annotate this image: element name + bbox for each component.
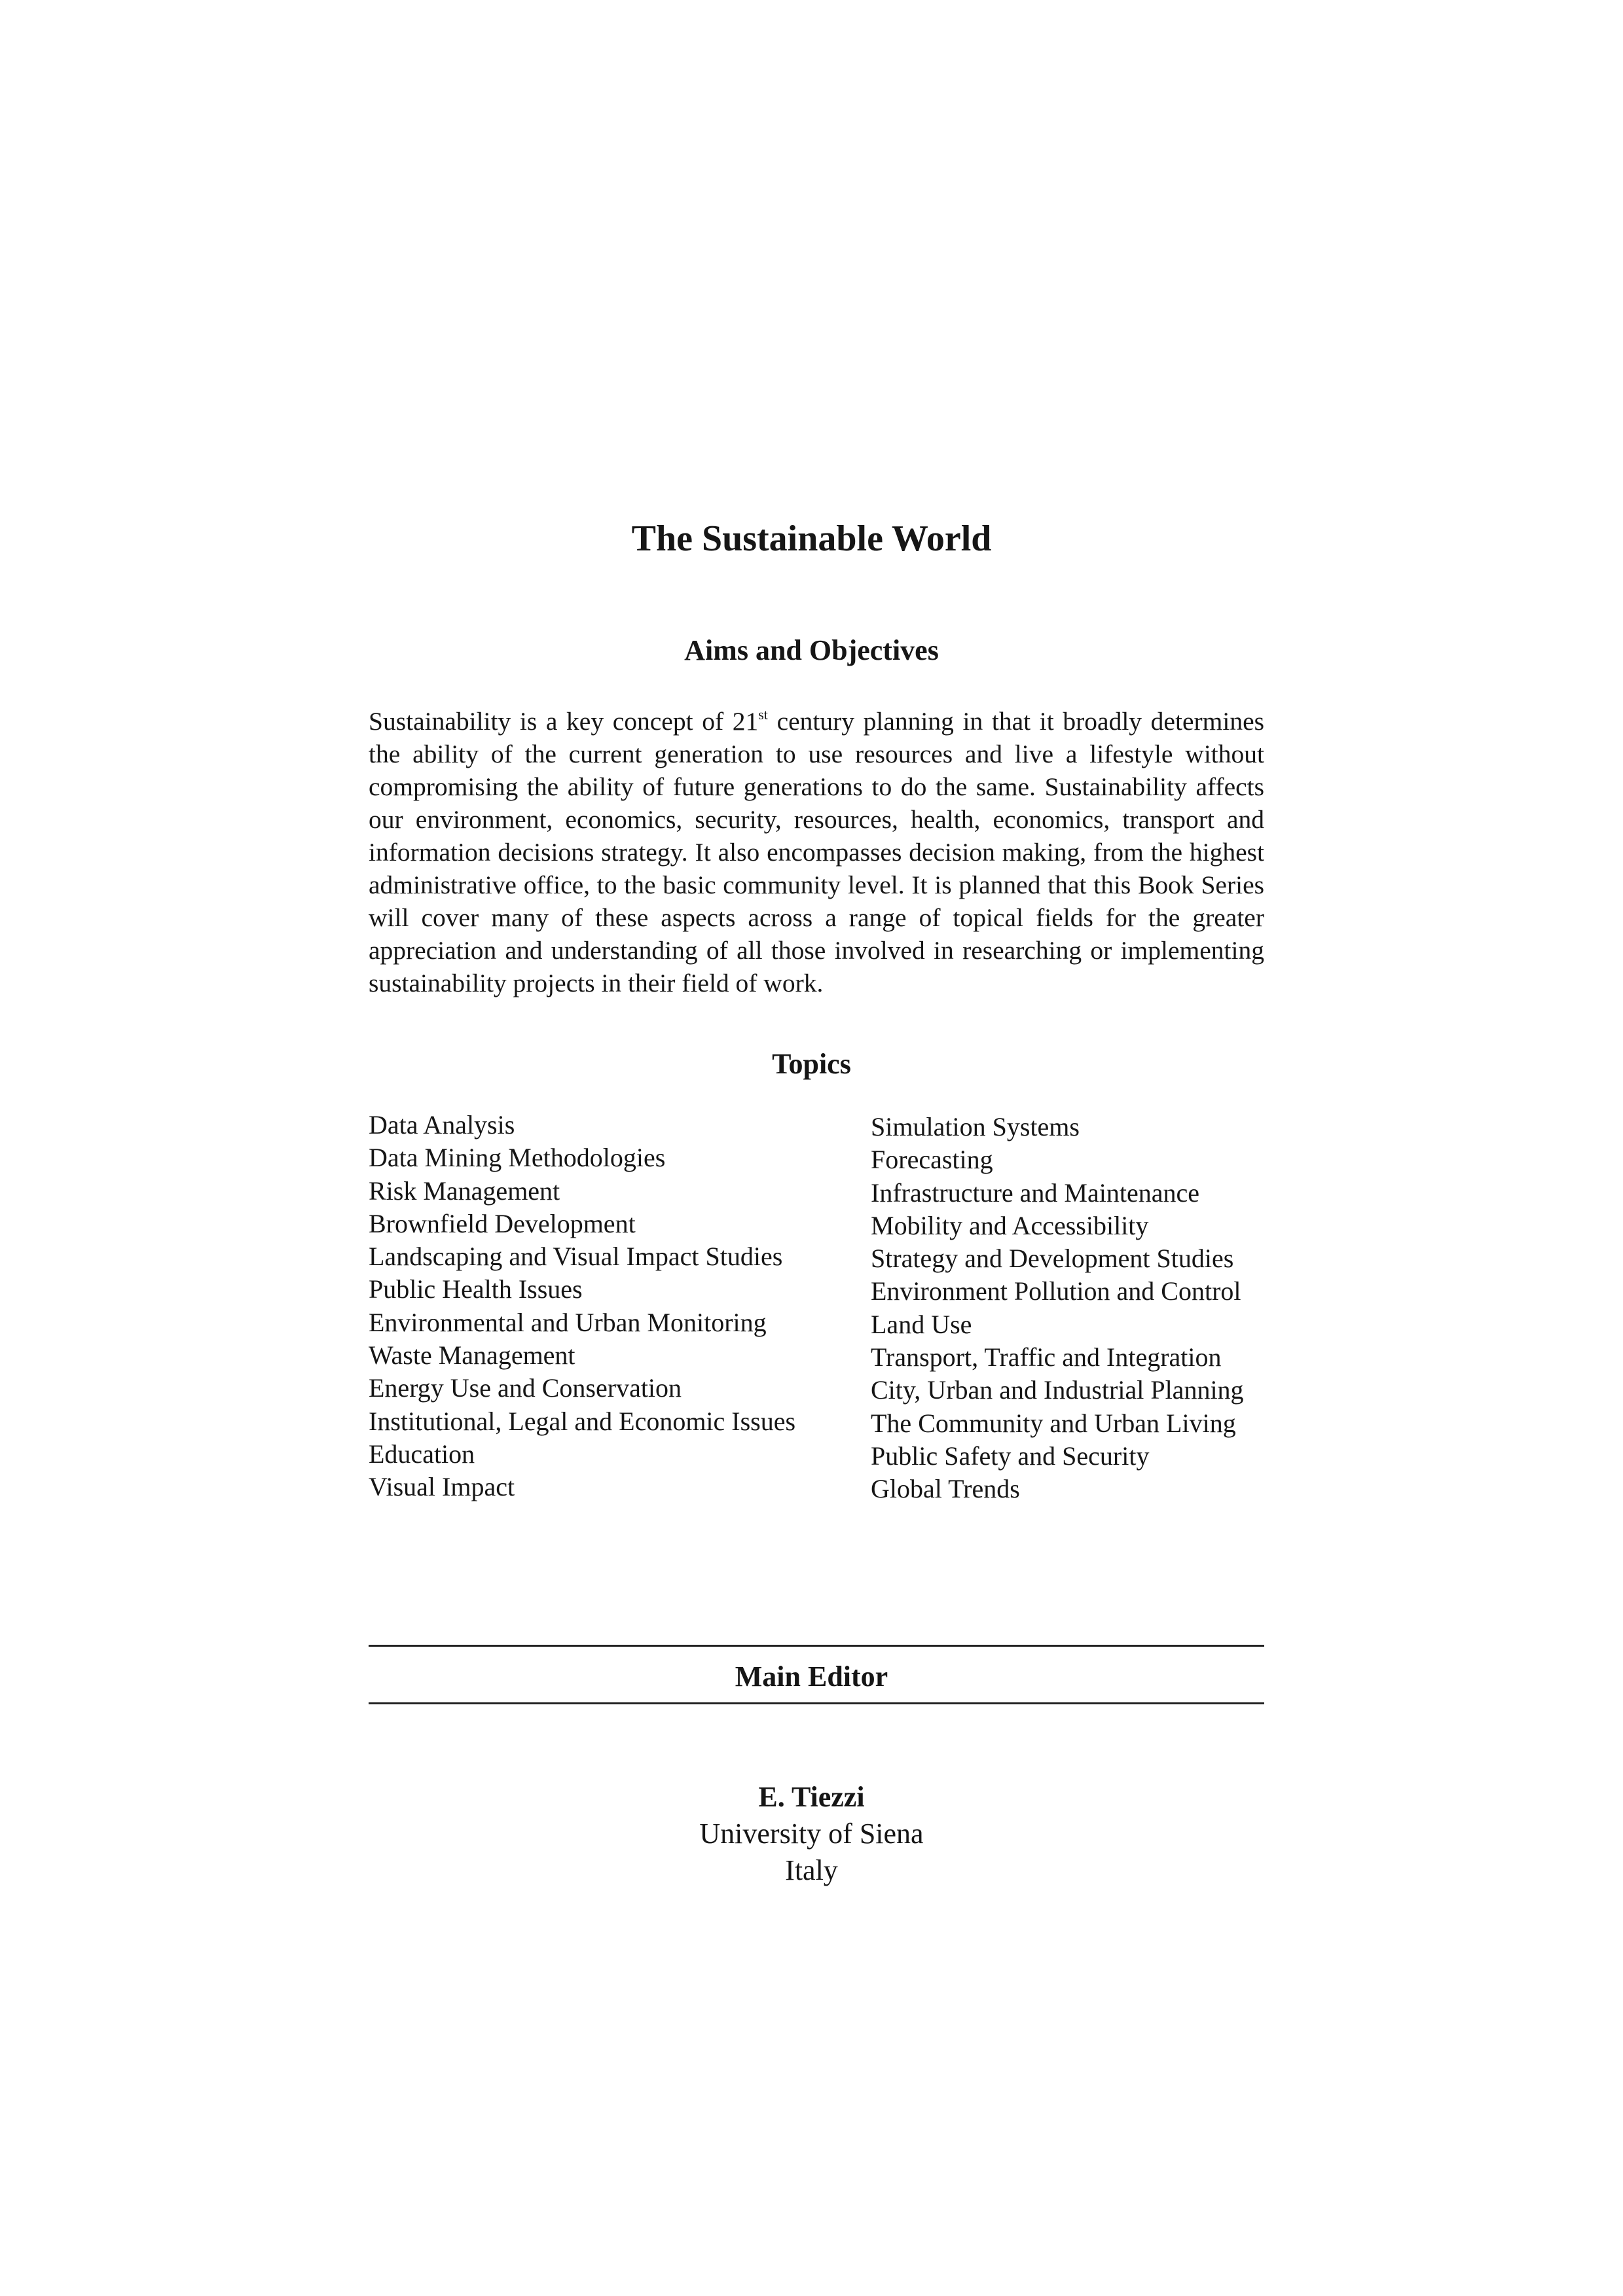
topic-item: Land Use	[871, 1309, 972, 1339]
topic-item: The Community and Urban Living	[871, 1408, 1236, 1438]
aims-heading: Aims and Objectives	[684, 634, 939, 666]
topic-item: Waste Management	[369, 1340, 575, 1371]
main-editor-heading: Main Editor	[735, 1660, 888, 1693]
editor-top-rule	[369, 1645, 1264, 1647]
topic-item: Mobility and Accessibility	[871, 1210, 1149, 1240]
topic-item: Transport, Traffic and Integration	[871, 1342, 1222, 1372]
topic-item: Forecasting	[871, 1145, 993, 1175]
page-title: The Sustainable World	[631, 518, 992, 559]
aims-superscript: st	[758, 706, 768, 723]
topic-item: Public Safety and Security	[871, 1441, 1150, 1471]
topic-item: Landscaping and Visual Impact Studies	[369, 1242, 783, 1272]
aims-text-start: Sustainability is a key concept of 21	[369, 707, 759, 736]
topic-item: Data Analysis	[369, 1110, 515, 1139]
topic-item: Education	[369, 1439, 475, 1469]
editor-country: Italy	[785, 1854, 838, 1886]
topic-item: Environment Pollution and Control	[871, 1276, 1241, 1306]
editor-info	[0, 1779, 1623, 1889]
topic-item: Strategy and Development Studies	[871, 1244, 1234, 1274]
topic-item: Energy Use and Conservation	[369, 1373, 682, 1403]
topic-item: City, Urban and Industrial Planning	[871, 1375, 1244, 1405]
topics-right-column	[871, 1111, 1244, 1506]
topic-item: Risk Management	[369, 1175, 560, 1206]
topic-item: Environmental and Urban Monitoring	[369, 1307, 767, 1337]
topics-heading: Topics	[772, 1048, 851, 1080]
topic-item: Public Health Issues	[369, 1274, 583, 1304]
topic-item: Infrastructure and Maintenance	[871, 1177, 1199, 1208]
topic-item: Institutional, Legal and Economic Issues	[369, 1406, 796, 1436]
aims-paragraph	[369, 705, 1264, 999]
topic-item: Visual Impact	[369, 1472, 515, 1502]
topic-item: Simulation Systems	[871, 1112, 1080, 1141]
topic-item: Data Mining Methodologies	[369, 1143, 666, 1173]
aims-text-rest: century planning in that it broadly determines the ability of the current generation to use resources and live a lifestyle without compromising the ability of future generations to do the same. Sustainability affects our environment, economics, security, resources, health, economics, transport and information decisions strategy. It also encompasses decision making, from the highest administrative office, to the basic community level. It is planned that this Book Series will cover many of these aspects across a range of topical fields for the greater appreciation and understanding of all those involved in researching or implementing sustainability projects in their field of work.	[369, 707, 1264, 997]
editor-name: E. Tiezzi	[758, 1781, 865, 1813]
topics-left-column	[369, 1109, 795, 1504]
topic-item: Brownfield Development	[369, 1208, 636, 1238]
topic-item: Global Trends	[871, 1474, 1020, 1504]
editor-institution: University of Siena	[699, 1818, 924, 1850]
editor-bottom-rule	[369, 1702, 1264, 1704]
